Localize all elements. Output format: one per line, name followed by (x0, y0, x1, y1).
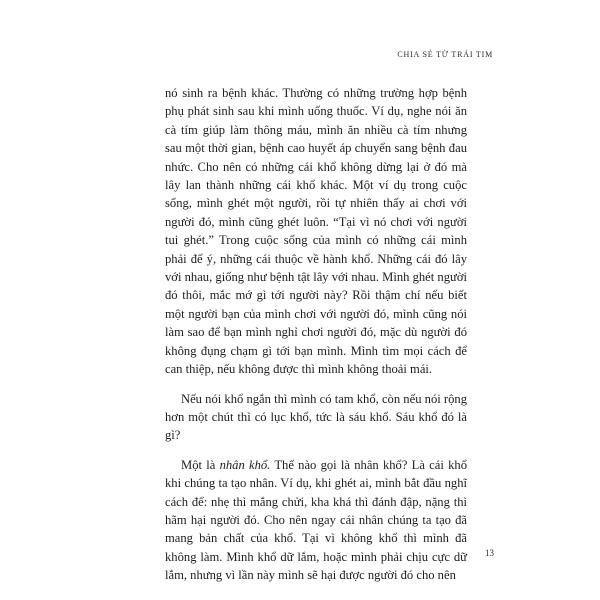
body-text (165, 84, 467, 596)
paragraph-1: nó sinh ra bệnh khác. Thường có những trường hợp bệnh phụ phát sinh sau khi mình uống thuốc. Ví dụ, nghe nói ăn cà tím giúp làm thông máu, mình ăn nhiều cà tím nhưng sau một thời gian, bệnh cao huyết áp chuyển sang bệnh đau nhức. Cho nên có những cái khổ không dừng lại ở đó mà lây lan thành những cái khổ khác. Một ví dụ trong cuộc sống, mình ghét một người, rồi tự nhiên thấy ai chơi với người đó, mình cũng ghét luôn. “Tại vì nó chơi với người tui ghét.” Trong cuộc sống của mình có những cái mình phải để ý, những cái thuộc về hành khổ. Những cái đó lây với nhau, giống như bệnh tật lây với nhau. Mình ghét người đó thôi, mắc mớ gì tới người này? Rồi thậm chí nếu biết một người bạn của mình chơi với người đó, mình cũng nói làm sao để bạn mình nghỉ chơi người đó, mặc dù người đó không đụng chạm gì tới bạn mình. Mình tìm mọi cách để can thiệp, nếu không được thì mình không thoải mái. (165, 86, 467, 377)
paragraph-2: Nếu nói khổ ngắn thì mình có tam khổ, còn nếu nói rộng hơn một chút thì có lục khổ, tức là sáu khổ. Sáu khổ đó là gì? (165, 391, 467, 443)
paragraph-3-rest: Thế nào gọi là nhân khổ? Là cái khổ khi chúng ta tạo nhân. Ví dụ, khi ghét ai, mình bắt đầu nghĩ cách để: nhẹ thì mắng chửi, kha khá thì đánh đập, nặng thì hãm hại người đó. Cho nên ngay cái nhân chúng ta tạo đã mang bản chất của khổ. Tại vì không khổ thì mình đã không làm. Mình khổ dữ lắm, hoặc mình phải chịu cực dữ lắm, nhưng vì lần này mình sẽ hại được người đó cho nên (165, 457, 467, 583)
page-number: 13 (485, 548, 494, 558)
running-header: CHIA SẺ TỪ TRÁI TIM (397, 50, 493, 59)
paragraph-3 (165, 456, 467, 585)
paragraph-3-term: nhân khổ. (219, 457, 271, 472)
paragraph-3-lead: Một là (181, 457, 220, 472)
